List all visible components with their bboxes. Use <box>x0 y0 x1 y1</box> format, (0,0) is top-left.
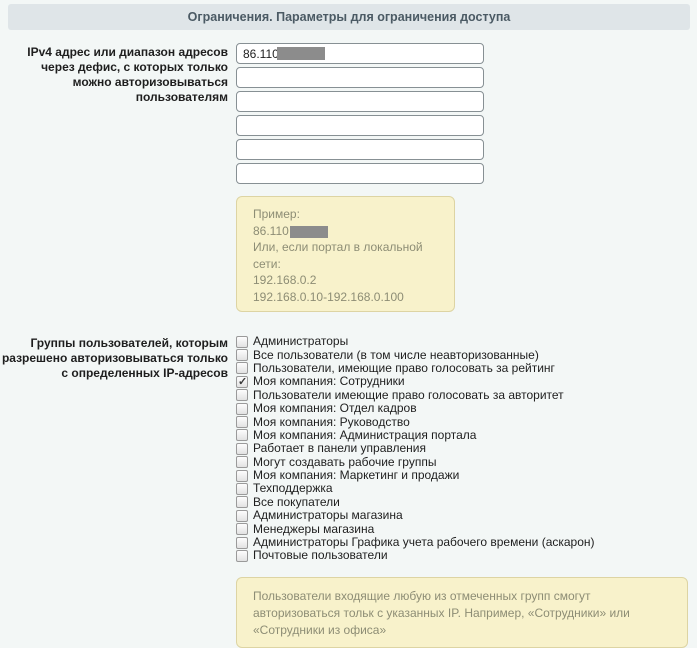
group-row-shop-administrators[interactable] <box>236 509 697 522</box>
group-label: Администраторы <box>253 334 349 349</box>
group-row-authority-voters[interactable] <box>236 389 697 402</box>
group-row-shop-managers[interactable] <box>236 522 697 535</box>
groups-checkbox-list <box>236 334 697 563</box>
ip-range-input-6[interactable] <box>236 163 484 184</box>
group-label: Моя компания: Маркетинг и продажи <box>253 468 460 483</box>
example-local-note: Или, если портал в локальной сети: <box>253 240 423 271</box>
checkbox-icon[interactable] <box>236 376 248 388</box>
checkbox-icon[interactable] <box>236 496 248 508</box>
checkbox-icon[interactable] <box>236 336 248 348</box>
checkbox-icon[interactable] <box>236 537 248 549</box>
group-row-timetracking-admins[interactable] <box>236 536 697 549</box>
section-header-title: Ограничения. Параметры для ограничения доступа <box>187 10 511 24</box>
groups-note-box: Пользователи входящие любую из отмеченных групп смогут авторизоваться тольк с указанных IP. Например, «Сотрудники» или «Сотрудники из офиса» <box>236 577 688 648</box>
checkbox-icon[interactable] <box>236 470 248 482</box>
group-label: Моя компания: Сотрудники <box>253 374 405 389</box>
redacted-ip-block <box>277 47 325 60</box>
checkbox-icon[interactable] <box>236 523 248 535</box>
group-label: Администраторы магазина <box>253 508 403 523</box>
checkbox-icon[interactable] <box>236 550 248 562</box>
group-row-company-employees[interactable] <box>236 375 697 388</box>
checkbox-icon[interactable] <box>236 403 248 415</box>
group-label: Техподдержка <box>253 481 333 496</box>
ip-range-input-2[interactable] <box>236 67 484 88</box>
group-row-tech-support[interactable] <box>236 482 697 495</box>
ip-restrictions-row <box>0 43 697 312</box>
groups-row <box>0 334 697 563</box>
example-ip-line <box>253 223 438 240</box>
example-local-ip: 192.168.0.2 <box>253 273 317 287</box>
checkbox-icon[interactable] <box>236 510 248 522</box>
group-label: Почтовые пользователи <box>253 548 388 563</box>
group-row-administrators[interactable] <box>236 335 697 348</box>
example-title: Пример: <box>253 207 300 221</box>
groups-label: Группы пользователей, которым разрешено авторизовываться только с определенных IP-адресов <box>1 336 228 380</box>
checkbox-icon[interactable] <box>236 456 248 468</box>
ip-range-input-5[interactable] <box>236 139 484 160</box>
group-row-all-buyers[interactable] <box>236 496 697 509</box>
checkbox-icon[interactable] <box>236 429 248 441</box>
group-label: Моя компания: Администрация портала <box>253 427 477 442</box>
group-label: Все пользователи (в том числе неавторизованные) <box>253 347 539 362</box>
example-local-range: 192.168.0.10-192.168.0.100 <box>253 289 404 304</box>
group-label: Пользователи имеющие право голосовать за авторитет <box>253 387 564 402</box>
group-row-mail-users[interactable] <box>236 549 697 562</box>
group-label: Все покупатели <box>253 494 340 509</box>
ip-range-input-3[interactable] <box>236 91 484 112</box>
group-row-workgroup-creators[interactable] <box>236 456 697 469</box>
ip-range-input-4[interactable] <box>236 115 484 136</box>
group-row-marketing-sales[interactable] <box>236 469 697 482</box>
example-ip-prefix: 86.110 <box>253 223 289 238</box>
ip-range-label: IPv4 адрес или диапазон адресов через дефис, с которых только можно авторизовываться пользователям <box>27 45 228 104</box>
ip-range-input-1[interactable] <box>236 43 484 64</box>
group-label: Пользователи, имеющие право голосовать за рейтинг <box>253 360 555 375</box>
group-row-hr-department[interactable] <box>236 402 697 415</box>
group-row-control-panel[interactable] <box>236 442 697 455</box>
group-row-management[interactable] <box>236 415 697 428</box>
group-label: Моя компания: Руководство <box>253 414 410 429</box>
checkbox-icon[interactable] <box>236 416 248 428</box>
group-label: Администраторы Графика учета рабочего времени (аскарон) <box>253 535 595 550</box>
ip-example-box <box>236 196 455 312</box>
checkbox-icon[interactable] <box>236 443 248 455</box>
redacted-example-ip <box>290 226 328 238</box>
checkbox-icon[interactable] <box>236 389 248 401</box>
group-row-all-users[interactable] <box>236 348 697 361</box>
checkbox-icon[interactable] <box>236 362 248 374</box>
checkbox-icon[interactable] <box>236 483 248 495</box>
group-row-portal-administration[interactable] <box>236 429 697 442</box>
checkbox-icon[interactable] <box>236 349 248 361</box>
group-label: Менеджеры магазина <box>253 521 375 536</box>
section-header <box>8 4 690 30</box>
group-label: Работает в панели управления <box>253 441 426 456</box>
ip-input-wrapper <box>236 43 484 64</box>
group-row-rating-voters[interactable] <box>236 362 697 375</box>
group-label: Могут создавать рабочие группы <box>253 454 437 469</box>
group-label: Моя компания: Отдел кадров <box>253 401 417 416</box>
